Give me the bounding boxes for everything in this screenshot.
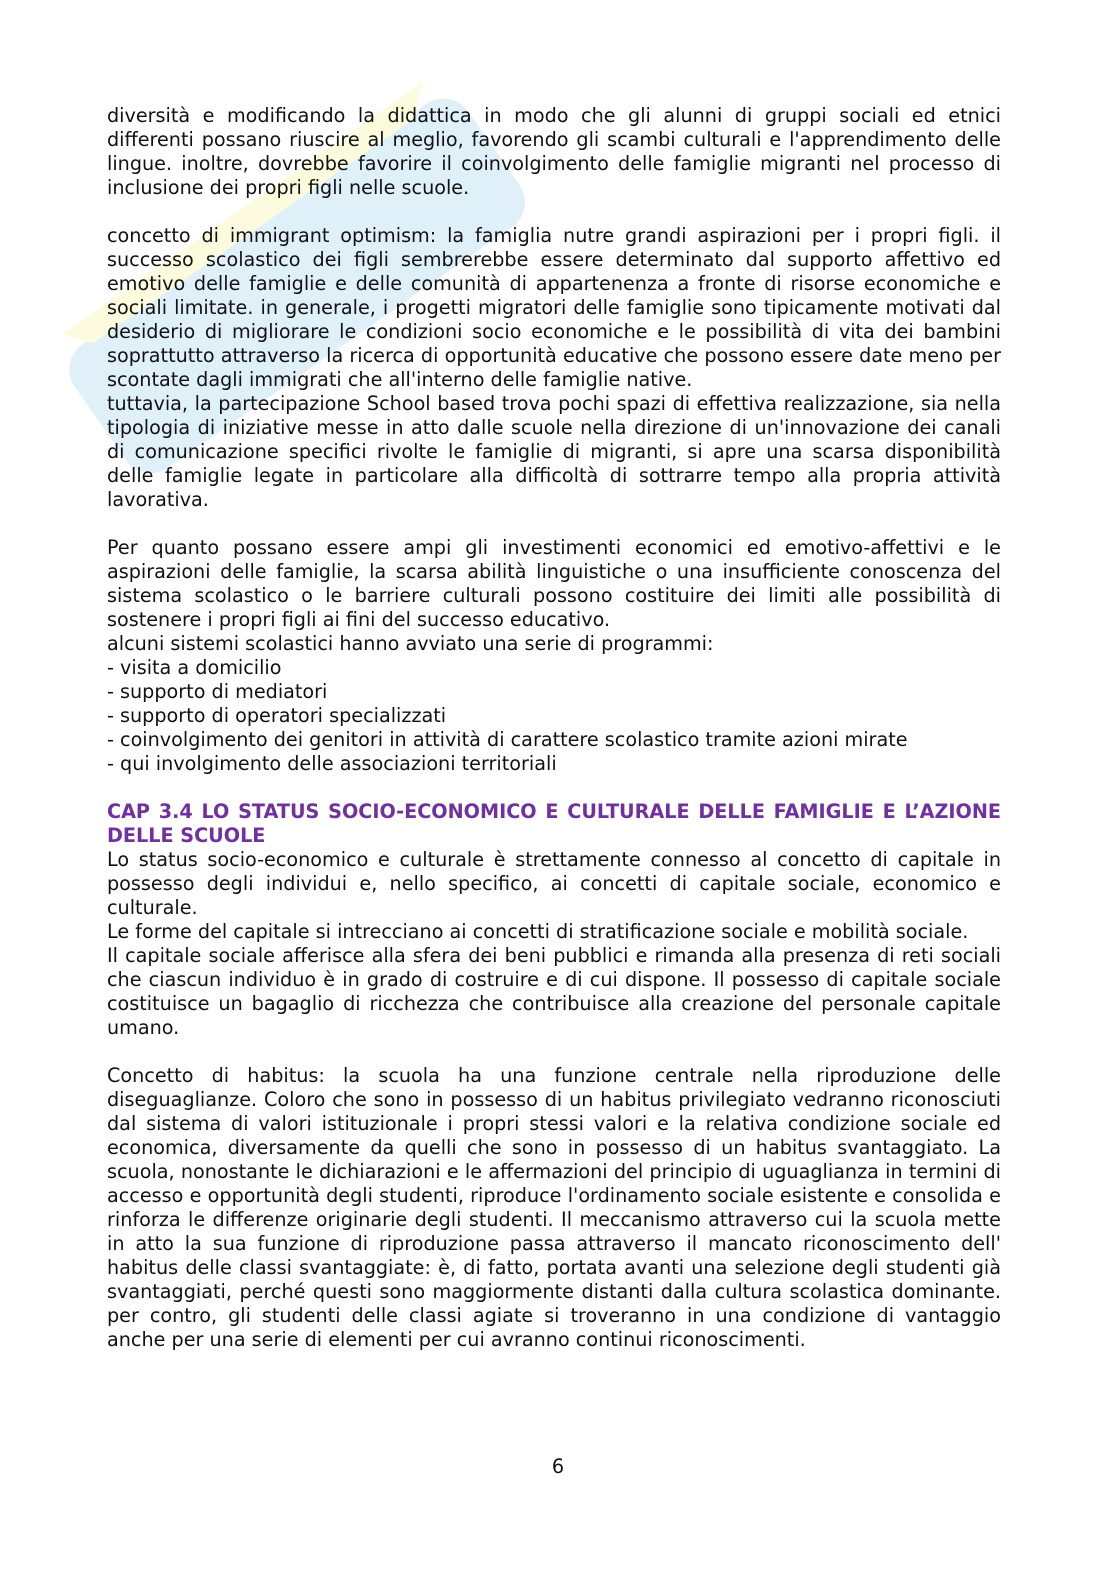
paragraph-diversity: diversità e modificando la didattica in modo che gli alunni di gruppi sociali ed etnici differenti possano riuscire al meglio, favorendo gli scambi culturali e l'apprendimento delle lingue. inoltre, dovrebbe favorire il coinvolgimento delle famiglie migranti nel processo di inclusione dei propri figli nelle scuole. xyxy=(107,104,1001,199)
list-item: - supporto di operatori specializzati xyxy=(107,704,447,727)
paragraph-family-investments: Per quanto possano essere ampi gli investimenti economici ed emotivo-affettivi e le aspirazioni delle famiglie, la scarsa abilità linguistiche o una insufficiente conoscenza del sistema scolastico o le barriere culturali possono costituire dei limiti alle possibilità di sostenere i propri figli ai fini del successo educativo. xyxy=(107,536,1001,631)
paragraph-school-based: tuttavia, la partecipazione School based trova pochi spazi di effettiva realizzazione, sia nella tipologia di iniziative messe in atto dalle scuole nella direzione di un'innovazione dei canali di comunicazione specifici rivolte le famiglie di migranti, si apre una scarsa disponibilità delle famiglie legate in particolare alla difficoltà di sottrarre tempo alla propria attività lavorativa. xyxy=(107,392,1001,511)
list-item: - visita a domicilio xyxy=(107,656,282,679)
paragraph-socio-economic-status: Lo status socio-economico e culturale è strettamente connesso al concetto di capitale in possesso degli individui e, nello specifico, ai concetti di capitale sociale, economico e culturale. xyxy=(107,848,1001,919)
list-item: - coinvolgimento dei genitori in attività di carattere scolastico tramite azioni mirate xyxy=(107,728,908,751)
paragraph-immigrant-optimism: concetto di immigrant optimism: la famiglia nutre grandi aspirazioni per i propri figli. il successo scolastico dei figli sembrerebbe essere determinato dal supporto affettivo ed emotivo delle famiglie e delle comunità di appartenenza a fronte di risorse economiche e sociali limitate. in generale, i progetti migratori delle famiglie sono tipicamente motivati dal desiderio di migliorare le condizioni socio economiche e le possibilità di vita dei bambini soprattutto attraverso la ricerca di opportunità educative che possono essere date meno per scontate dagli immigrati che all'interno delle famiglie native. xyxy=(107,224,1001,391)
list-intro: alcuni sistemi scolastici hanno avviato una serie di programmi: xyxy=(107,632,714,655)
page-number: 6 xyxy=(551,1455,565,1478)
document-body xyxy=(107,104,1001,1352)
program-list xyxy=(107,656,1001,776)
list-item: - supporto di mediatori xyxy=(107,680,328,703)
paragraph-capital-forms: Le forme del capitale si intrecciano ai concetti di stratificazione sociale e mobilità sociale. xyxy=(107,920,969,943)
list-item: - qui involgimento delle associazioni territoriali xyxy=(107,752,557,775)
paragraph-habitus: Concetto di habitus: la scuola ha una funzione centrale nella riproduzione delle diseguaglianze. Coloro che sono in possesso di un habitus privilegiato vedranno riconosciuti dal sistema di valori istituzionale i propri stessi valori e la relativa condizione sociale ed economica, diversamente da quelli che sono in possesso di un habitus svantaggiato. La scuola, nonostante le dichiarazioni e le affermazioni del principio di uguaglianza in termini di accesso e opportunità degli studenti, riproduce l'ordinamento sociale esistente e consolida e rinforza le differenze originarie degli studenti. Il meccanismo attraverso cui la scuola mette in atto la sua funzione di riproduzione passa attraverso il mancato riconoscimento dell' habitus delle classi svantaggiate: è, di fatto, portata avanti una selezione degli studenti già svantaggiati, perché questi sono maggiormente distanti dalla cultura scolastica dominante. per contro, gli studenti delle classi agiate si troveranno in una condizione di vantaggio anche per una serie di elementi per cui avranno continui riconoscimenti. xyxy=(107,1064,1001,1351)
section-heading: CAP 3.4 LO STATUS SOCIO-ECONOMICO E CULTURALE DELLE FAMIGLIE E L’AZIONE DELLE SCUOLE xyxy=(107,800,1001,847)
paragraph-social-capital: Il capitale sociale afferisce alla sfera dei beni pubblici e rimanda alla presenza di reti sociali che ciascun individuo è in grado di costruire e di cui dispone. Il possesso di capitale sociale costituisce un bagaglio di ricchezza che contribuisce alla creazione del personale capitale umano. xyxy=(107,944,1001,1039)
